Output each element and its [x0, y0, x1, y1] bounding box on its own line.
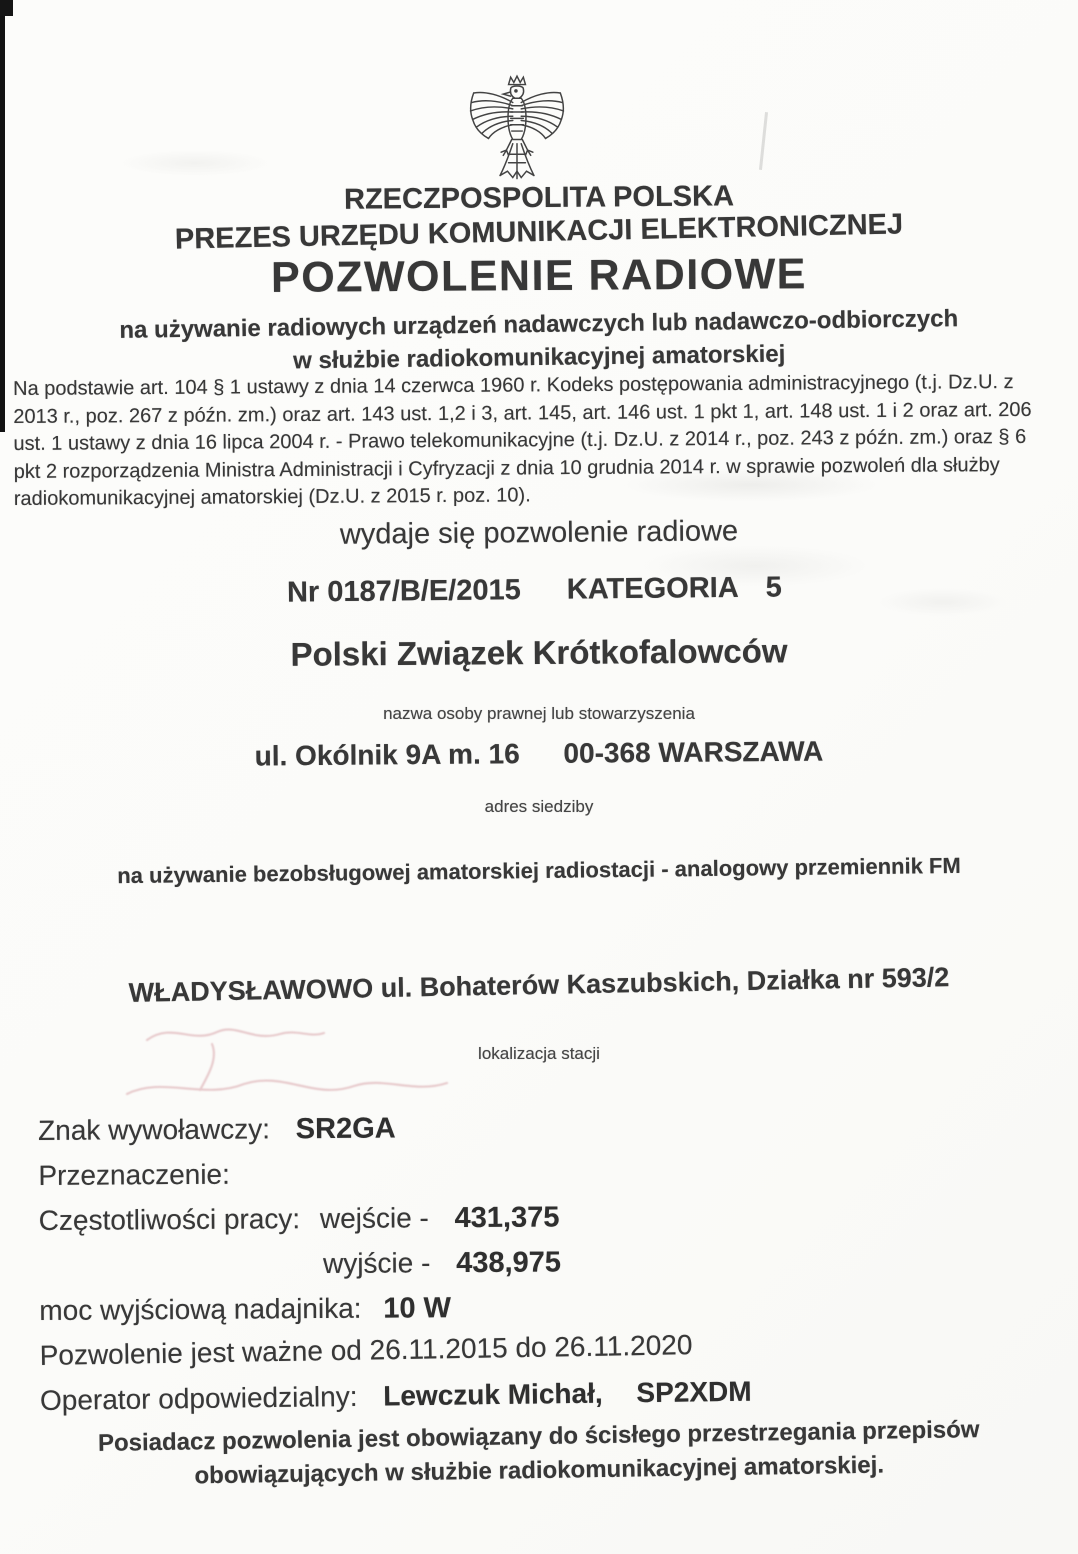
operator-label: Operator odpowiedzialny:: [39, 1380, 358, 1416]
power-value: 10 W: [383, 1292, 452, 1325]
station-location-caption: lokalizacja stacji: [478, 1044, 600, 1063]
frequency-input-row: [39, 1199, 1039, 1236]
permit-number: Nr 0187/B/E/2015: [286, 574, 521, 609]
issue-statement: wydaje się pozwolenie radiowe: [339, 515, 739, 551]
holder-caption: nazwa osoby prawnej lub stowarzyszenia: [383, 704, 695, 723]
obligation-line1: Posiadacz pozwolenia jest obowiązany do ścisłego przestrzegania przepisów: [97, 1416, 980, 1457]
address-city: 00-368 WARSZAWA: [563, 735, 824, 769]
power-row: [39, 1289, 1039, 1326]
frequencies-label: Częstotliwości pracy:: [38, 1203, 301, 1236]
bleedthrough-smudge: [120, 150, 270, 176]
scan-tick-artifact: [759, 112, 768, 170]
address-street: ul. Okólnik 9A m. 16: [254, 738, 520, 772]
category-value: 5: [765, 571, 782, 604]
operator-row: [40, 1373, 1040, 1416]
handwriting-bleedthrough: [112, 1012, 542, 1117]
output-frequency-value: 438,975: [456, 1246, 562, 1280]
purpose-row: [38, 1154, 1038, 1191]
purpose-label: Przeznaczenie:: [38, 1158, 230, 1191]
permit-number-row: [287, 571, 782, 609]
input-frequency-label: wejście -: [319, 1202, 429, 1235]
subtitle-line1: na używanie radiowych urządzeń nadawczych lub nadawczo-odbiorczych: [119, 305, 959, 344]
address-caption: adres siedziby: [484, 797, 594, 816]
issuing-authority: PREZES URZĘDU KOMUNIKACJI ELEKTRONICZNEJ: [174, 208, 904, 256]
subtitle-line2: w służbie radiokomunikacyjnej amatorskiej: [292, 340, 786, 375]
polish-eagle-emblem: [464, 74, 570, 186]
callsign-row: [38, 1109, 1038, 1146]
obligation-line2: obowiązujących w służbie radiokomunikacyjnej amatorskiej.: [194, 1451, 885, 1490]
legal-line: radiokomunikacyjnej amatorskiej (Dz.U. z 2015 r. poz. 10).: [13, 484, 531, 511]
legal-line: Na podstawie art. 104 § 1 ustawy z dnia 14 czerwca 1960 r. Kodeks postępowania administracyjnego (t.j. Dz.U. z: [13, 371, 1014, 400]
output-frequency-label: wyjście -: [322, 1247, 431, 1280]
category-label: KATEGORIA: [566, 571, 738, 606]
legal-basis-paragraph: [13, 369, 1068, 514]
usage-statement: na używanie bezobsługowej amatorskiej radiostacji - analogowy przemiennik FM: [117, 852, 961, 889]
legal-line: pkt 2 rozporządzenia Ministra Administracji i Cyfryzacji z dnia 10 grudnia 2014 r. w sprawie pozwoleń dla służby: [13, 453, 1000, 483]
operator-callsign: SP2XDM: [636, 1375, 752, 1409]
validity-row: [39, 1324, 1039, 1371]
permit-details: [38, 1109, 1040, 1431]
document-title: POZWOLENIE RADIOWE: [270, 250, 808, 302]
bleedthrough-smudge: [878, 588, 1008, 616]
country-name: RZECZPOSPOLITA POLSKA: [343, 180, 735, 216]
callsign-label: Znak wywoławczy:: [37, 1113, 271, 1146]
holder-address: [0, 733, 1078, 774]
callsign-value: SR2GA: [295, 1112, 396, 1146]
permit-holder-name: Polski Związek Krótkofalowców: [290, 632, 788, 673]
frequency-output-row: [323, 1244, 1039, 1279]
input-frequency-value: 431,375: [454, 1201, 560, 1235]
scan-corner-artifact: [0, 0, 13, 16]
operator-name: Lewczuk Michał,: [383, 1377, 603, 1412]
station-location: WŁADYSŁAWOWO ul. Bohaterów Kaszubskich, Działka nr 593/2: [128, 962, 950, 1008]
power-label: moc wyjściową nadajnika:: [39, 1292, 362, 1326]
legal-line: 2013 r., poz. 267 z późn. zm.) oraz art. 143 ust. 1,2 i 3, art. 145, art. 146 ust. 1 pkt 1, art. 148 ust. 1 i 2 oraz art. 206: [13, 398, 1032, 428]
legal-line: ust. 1 ustawy z dnia 16 lipca 2004 r. - Prawo telekomunikacyjne (t.j. Dz.U. z 2014 r., poz. 243 z późn. zm.) oraz § 6: [13, 426, 1027, 456]
validity-text: Pozwolenie jest ważne od 26.11.2015 do 26.11.2020: [39, 1329, 693, 1371]
